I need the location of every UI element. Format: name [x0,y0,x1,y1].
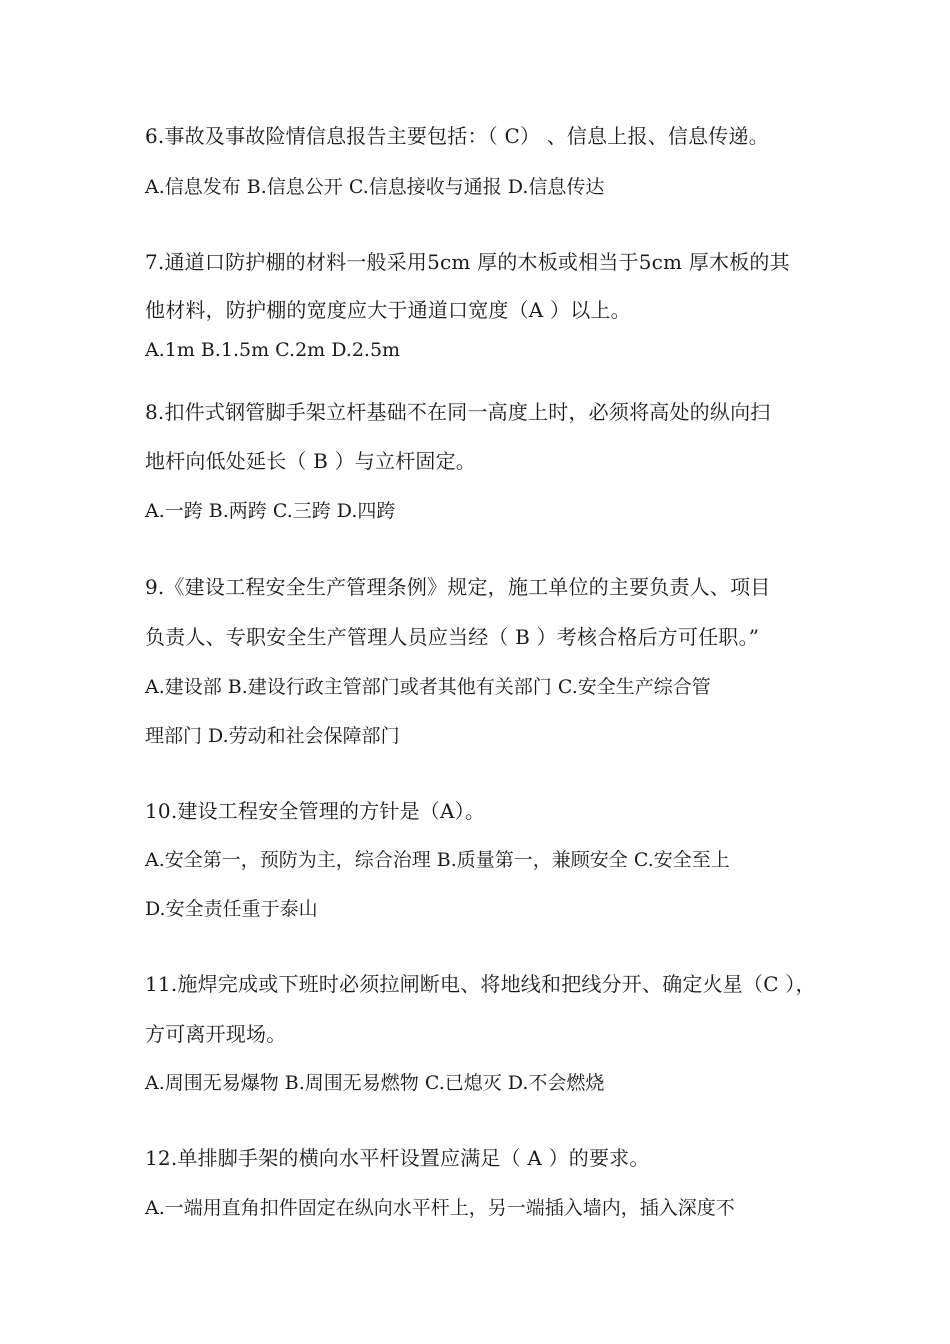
question-11-line-2: 方可离开现场。 [145,1022,287,1046]
question-6-options-line-1: A.信息发布 B.信息公开 C.信息接收与通报 D.信息传达 [145,176,605,198]
question-7-options-line-1: A.1m B.1.5m C.2m D.2.5m [145,339,401,361]
question-10-line-1: 10.建设工程安全管理的方针是（A）。 [145,799,486,823]
question-9-options-line-2: 理部门 D.劳动和社会保障部门 [145,725,400,747]
question-9-line-2: 负责人、专职安全生产管理人员应当经（ B ）考核合格后方可任职。” [145,625,760,649]
question-8-line-2: 地杆向低处延长（ B ）与立杆固定。 [145,449,477,473]
question-10-options-line-1: A.安全第一，预防为主，综合治理 B.质量第一，兼顾安全 C.安全至上 [145,849,730,871]
question-12-options-line-1: A.一端用直角扣件固定在纵向水平杆上，另一端插入墙内，插入深度不 [145,1197,735,1219]
question-8-options-line-1: A.一跨 B.两跨 C.三跨 D.四跨 [145,500,396,522]
question-11-options-line-1: A.周围无易爆物 B.周围无易燃物 C.已熄灭 D.不会燃烧 [145,1072,605,1094]
question-10-options-line-2: D.安全责任重于泰山 [145,898,318,920]
question-11-line-1: 11.施焊完成或下班时必须拉闸断电、将地线和把线分开、确定火星（C ）， [145,972,816,996]
question-9-options-line-1: A.建设部 B.建设行政主管部门或者其他有关部门 C.安全生产综合管 [145,676,711,698]
question-9-line-1: 9.《建设工程安全生产管理条例》规定，施工单位的主要负责人、项目 [145,575,771,599]
question-7-line-2: 他材料，防护棚的宽度应大于通道口宽度（A ）以上。 [145,298,631,322]
question-12-line-1: 12.单排脚手架的横向水平杆设置应满足（ A ）的要求。 [145,1146,650,1170]
question-8-line-1: 8.扣件式钢管脚手架立杆基础不在同一高度上时，必须将高处的纵向扫 [145,400,771,424]
question-7-line-1: 7.通道口防护棚的材料一般采用5cm 厚的木板或相当于5cm 厚木板的其 [145,250,790,274]
question-6-line-1: 6.事故及事故险情信息报告主要包括：（ C） 、信息上报、信息传递。 [145,124,769,148]
